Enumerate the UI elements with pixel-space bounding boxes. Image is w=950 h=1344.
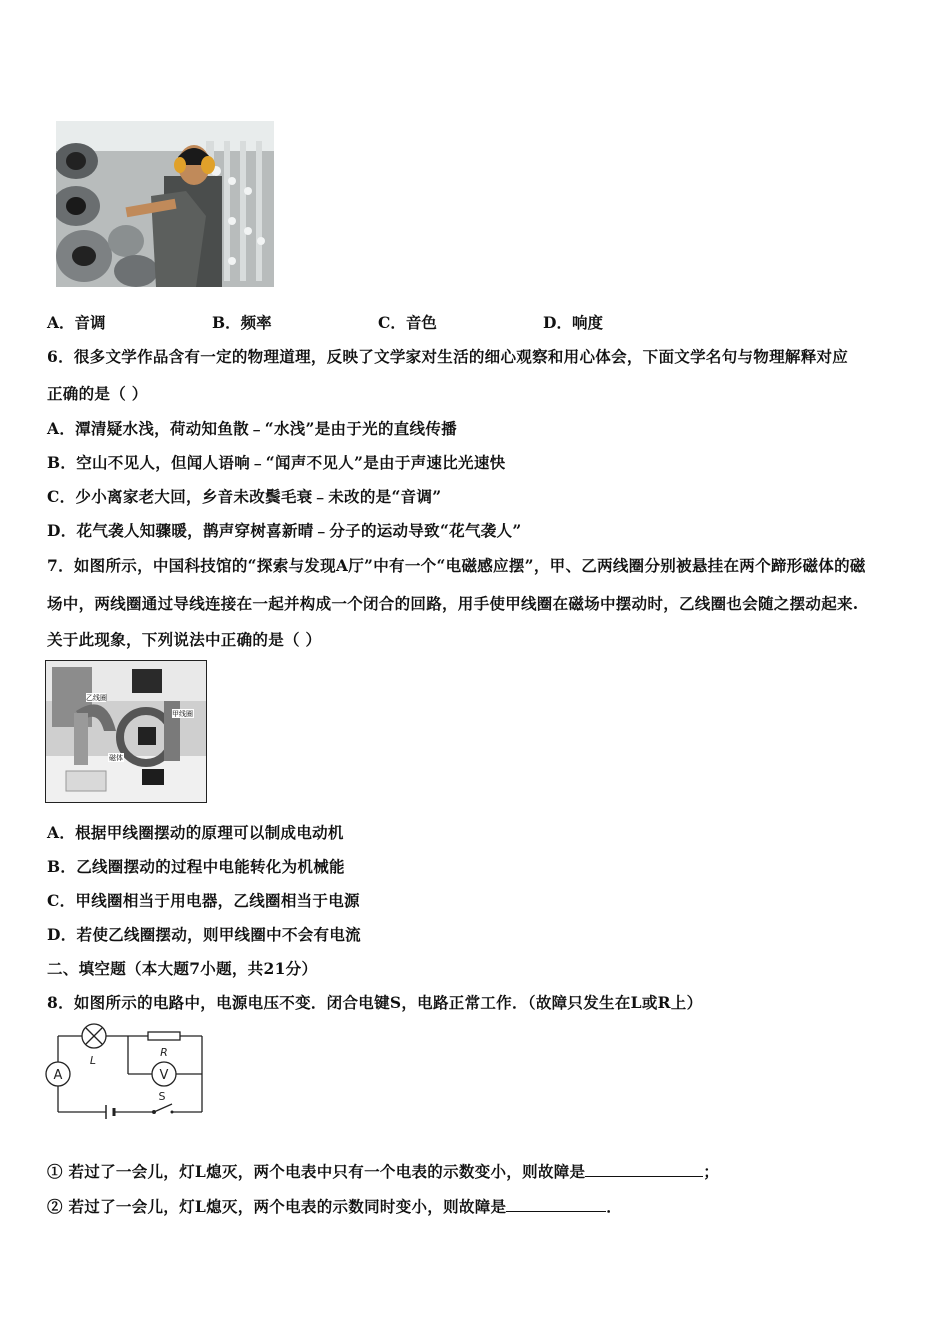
q5-option-c: C．音色	[378, 313, 437, 332]
q8-item1-text: ① 若过了一会儿，灯L熄灭，两个电表中只有一个电表的示数变小，则故障是	[47, 1162, 586, 1181]
q5-option-a: A．音调	[47, 313, 106, 332]
q8-item1	[47, 1160, 719, 1182]
q7-option-d: D．若使乙线圈摆动，则甲线圈中不会有电流	[47, 925, 361, 944]
q8-item2	[47, 1195, 622, 1217]
lamp-label: L	[89, 1054, 97, 1067]
q6-option-c: C．少小离家老大回，乡音未改鬓毛衰﹣未改的是“音调”	[47, 487, 442, 506]
q7-option-b: B．乙线圈摆动的过程中电能转化为机械能	[47, 857, 345, 876]
factory-worker-photo	[56, 121, 274, 287]
ammeter-icon	[46, 1062, 70, 1086]
photo-label-yi-coil: 乙线圈	[86, 694, 107, 702]
lamp-l-icon	[82, 1024, 106, 1048]
q7-stem-line3: 关于此现象，下列说法中正确的是（ ）	[47, 630, 322, 649]
q6-option-b: B．空山不见人，但闻人语响﹣“闻声不见人”是由于声速比光速快	[47, 453, 506, 472]
switch-label: S	[158, 1090, 166, 1103]
induction-pendulum-illustration	[46, 661, 206, 802]
resistor-label: R	[160, 1046, 168, 1059]
induction-pendulum-photo	[45, 660, 207, 803]
q8-item2-text: ② 若过了一会儿，灯L熄灭，两个电表的示数同时变小，则故障是	[47, 1197, 507, 1216]
q5-option-b: B．频率	[212, 313, 272, 332]
photo-label-magnet: 磁体	[109, 754, 123, 762]
q7-stem-line2: 场中，两线圈通过导线连接在一起并构成一个闭合的回路，用手使甲线圈在磁场中摆动时，乙线圈也会随之摆动起来.	[47, 594, 859, 613]
battery-icon	[106, 1105, 114, 1119]
voltmeter-icon	[152, 1062, 176, 1086]
q6-stem-line2: 正确的是（ ）	[47, 384, 148, 403]
q8-item2-answer-blank[interactable]	[506, 1197, 606, 1212]
q6-option-a: A．潭清疑水浅，荷动知鱼散﹣“水浅”是由于光的直线传播	[47, 419, 457, 438]
q7-option-a: A．根据甲线圈摆动的原理可以制成电动机	[47, 823, 344, 842]
q8-item1-answer-blank[interactable]	[585, 1162, 703, 1177]
voltmeter-label: V	[159, 1068, 169, 1083]
circuit-diagram	[44, 1022, 209, 1122]
factory-worker-illustration	[56, 121, 274, 287]
q7-option-c: C．甲线圈相当于用电器，乙线圈相当于电源	[47, 891, 360, 910]
resistor-r	[148, 1032, 180, 1040]
q8-item1-end: ；	[703, 1162, 720, 1181]
photo-label-jia-coil: 甲线圈	[172, 710, 193, 718]
q6-option-d: D．花气袭人知骤暖，鹊声穿树喜新晴﹣分子的运动导致“花气袭人”	[47, 521, 522, 540]
q8-stem: 8．如图所示的电路中，电源电压不变．闭合电键S，电路正常工作．（故障只发生在L或R上）	[47, 993, 703, 1012]
q5-option-d: D．响度	[543, 313, 603, 332]
section2-title: 二、填空题（本大题7小题，共21分）	[47, 959, 318, 978]
ammeter-label: A	[53, 1068, 63, 1083]
switch-s-icon	[152, 1104, 174, 1114]
q6-stem-line1: 6．很多文学作品含有一定的物理道理，反映了文学家对生活的细心观察和用心体会，下面文学名句与物理解释对应	[47, 347, 849, 366]
q7-stem-line1: 7．如图所示，中国科技馆的“探索与发现A厅”中有一个“电磁感应摆”，甲、乙两线圈分别被悬挂在两个蹄形磁体的磁	[47, 556, 866, 575]
q8-item2-end: ．	[606, 1197, 623, 1216]
